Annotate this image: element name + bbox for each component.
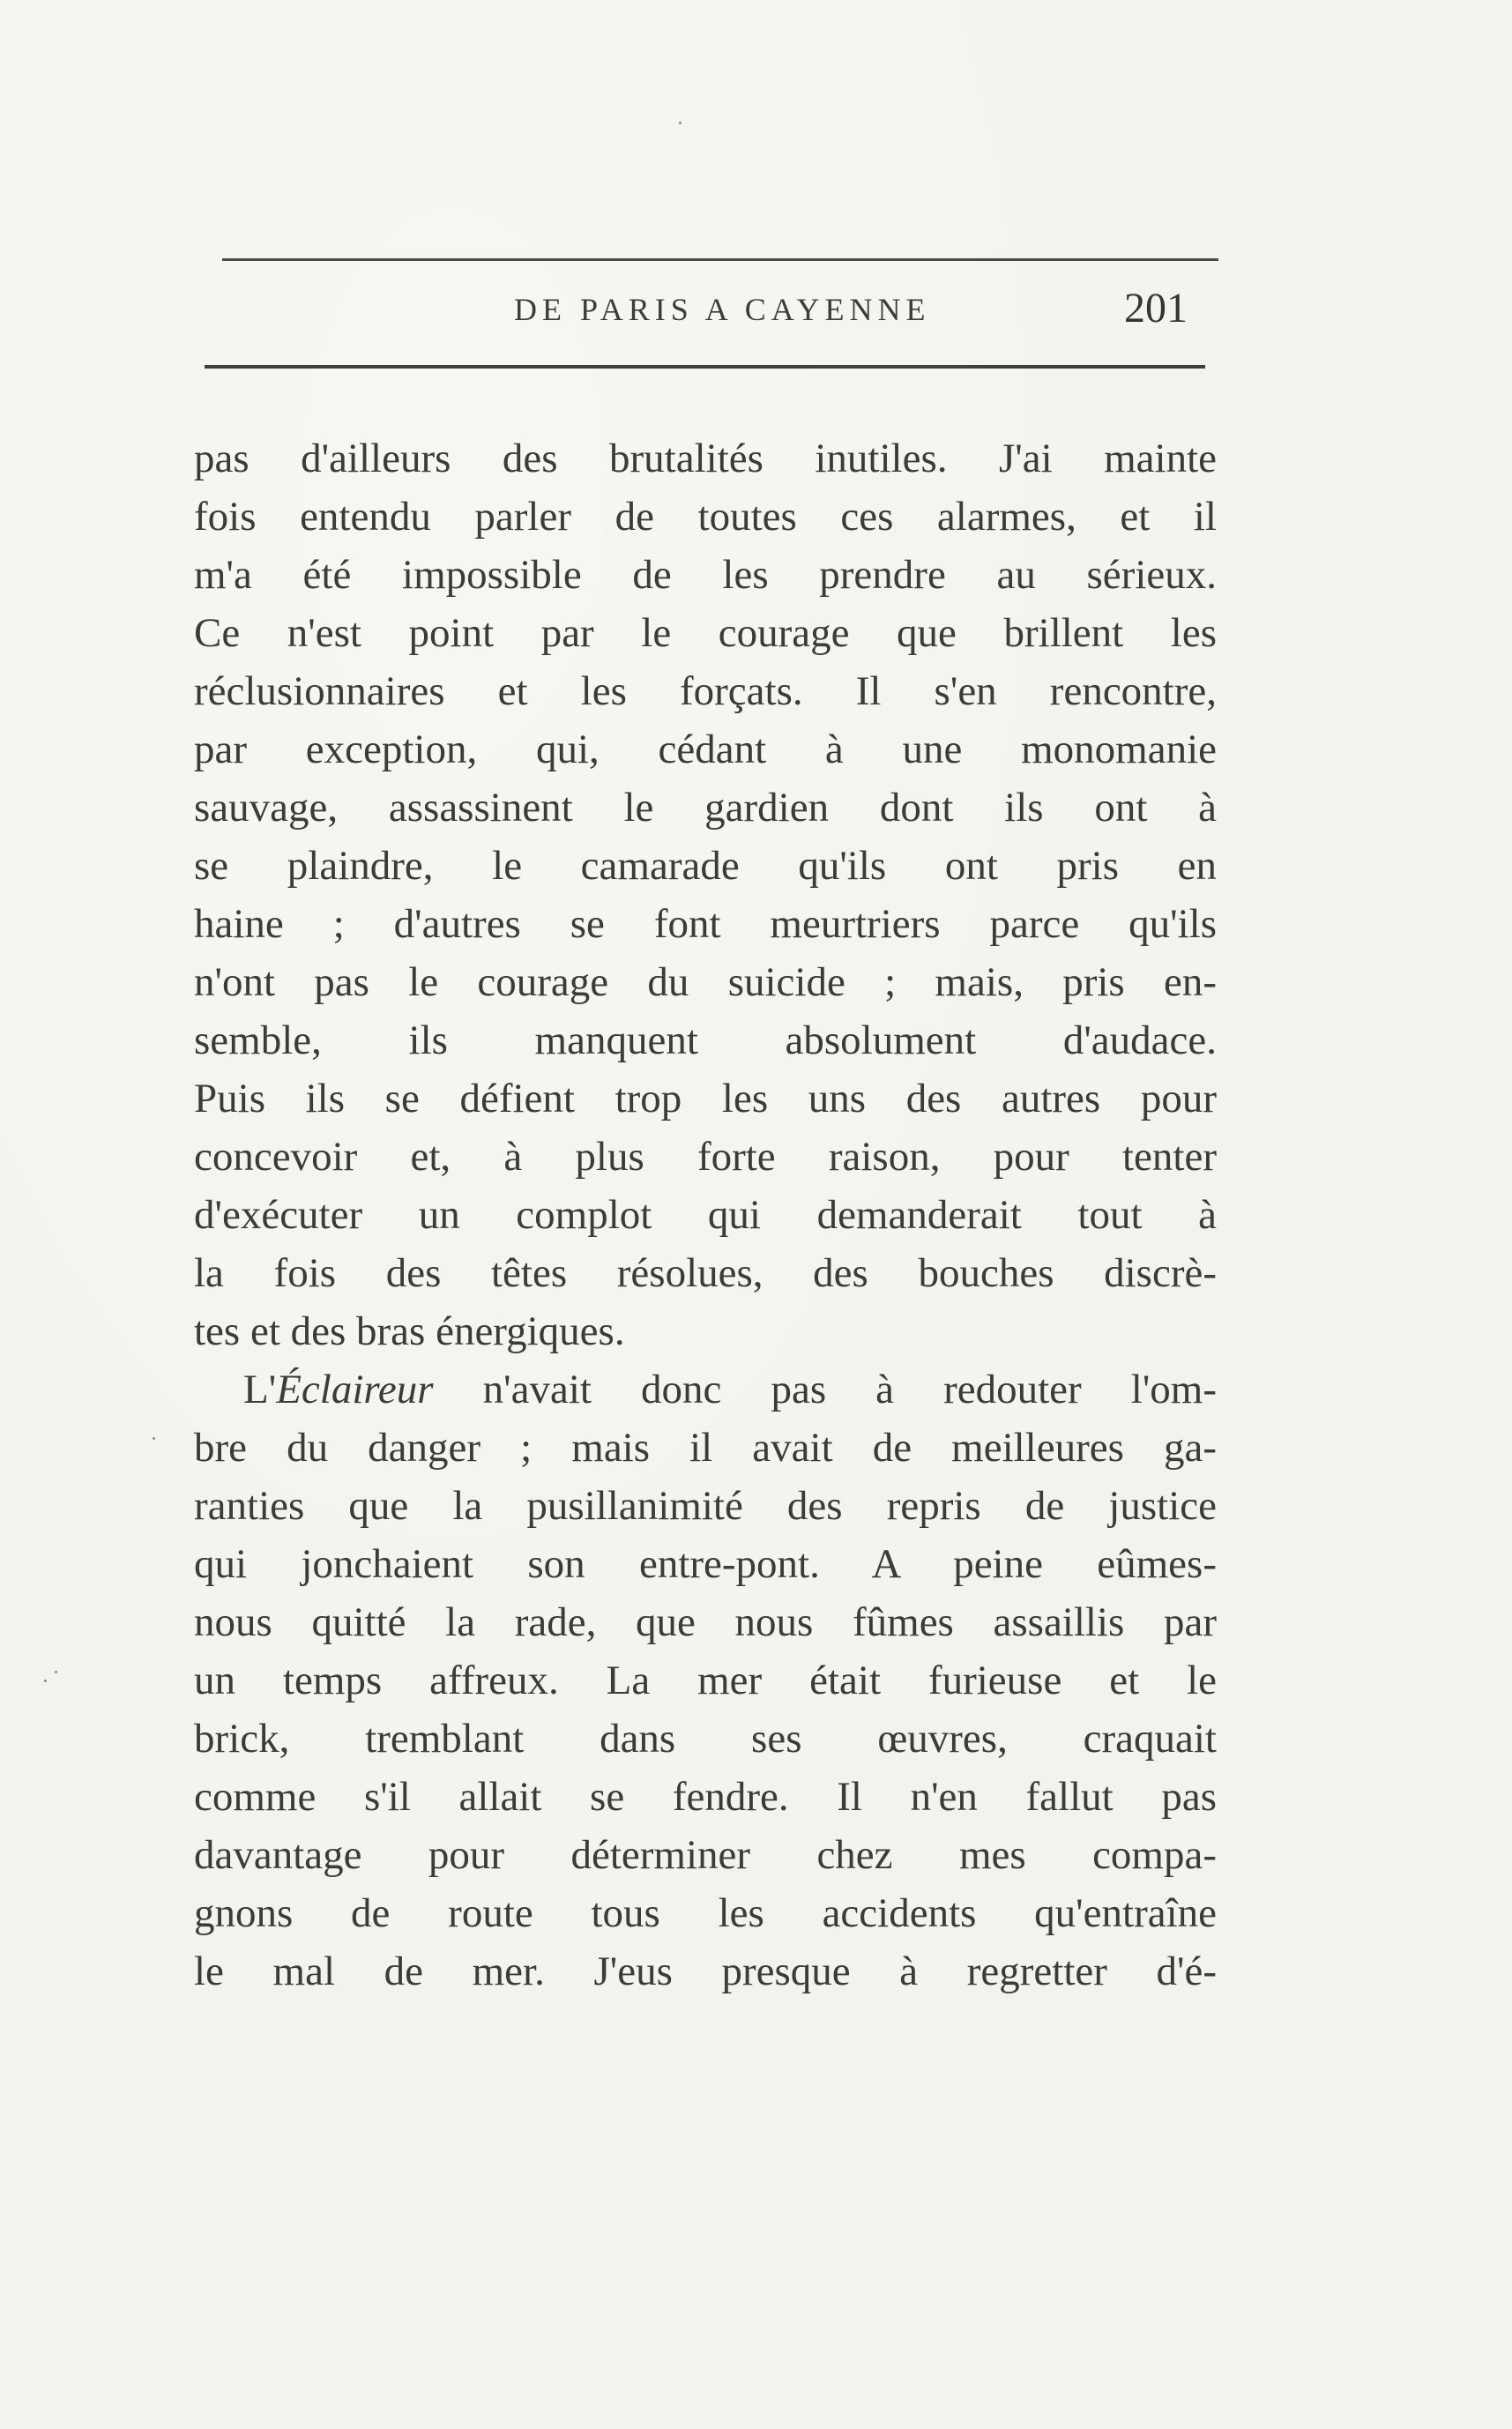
text-line: un temps affreux. La mer était furieuse et le [194, 1658, 1217, 1703]
text-line: m'a été impossible de les prendre au sérieux. [194, 552, 1217, 598]
text-line: davantage pour déterminer chez mes compa- [194, 1832, 1217, 1878]
text-line: nous quitté la rade, que nous fûmes assaillis par [194, 1599, 1217, 1645]
text-line: n'ont pas le courage du suicide ; mais, pris en- [194, 959, 1217, 1005]
text-line: la fois des têtes résolues, des bouches discrè- [194, 1250, 1217, 1296]
paper-speck [153, 1437, 155, 1440]
text-line: bre du danger ; mais il avait de meilleures ga- [194, 1425, 1217, 1471]
text-line: pas d'ailleurs des brutalités inutiles. J'ai mainte [194, 436, 1217, 481]
text-line: Ce n'est point par le courage que brillent les [194, 610, 1217, 656]
ship-name: Éclaireur [276, 1367, 434, 1412]
page-number: 201 [1124, 285, 1188, 332]
text-line: tes et des bras énergiques. [194, 1308, 625, 1354]
text-line: le mal de mer. J'eus presque à regretter d'é- [194, 1948, 1217, 1994]
paper-speck [44, 1680, 47, 1682]
text-line: gnons de route tous les accidents qu'entraîne [194, 1890, 1217, 1936]
text-line: qui jonchaient son entre-pont. A peine eûmes- [194, 1541, 1217, 1587]
text-line: comme s'il allait se fendre. Il n'en fallut pas [194, 1774, 1217, 1820]
text-line: ranties que la pusillanimité des repris de justice [194, 1483, 1217, 1529]
paragraph-opening-line [194, 1360, 1217, 1419]
text-line: concevoir et, à plus forte raison, pour tenter [194, 1134, 1217, 1180]
paper-speck [55, 1671, 57, 1673]
ship-prefix: L' [243, 1367, 277, 1412]
body-text [194, 429, 1217, 2001]
text-line: se plaindre, le camarade qu'ils ont pris en [194, 843, 1217, 889]
text-line: d'exécuter un complot qui demanderait tout à [194, 1192, 1217, 1238]
text-line: Puis ils se défient trop les uns des autres pour [194, 1076, 1217, 1121]
text-line: sauvage, assassinent le gardien dont ils ont à [194, 785, 1217, 831]
header-rule-bottom [205, 365, 1205, 369]
running-title: DE PARIS A CAYENNE [514, 292, 931, 327]
text-line: brick, tremblant dans ses œuvres, craquait [194, 1716, 1217, 1762]
opening-rest: n'avait donc pas à redouter l'om- [433, 1367, 1217, 1412]
text-line: semble, ils manquent absolument d'audace. [194, 1017, 1217, 1063]
header-rule-top [222, 258, 1218, 261]
text-line: réclusionnaires et les forçats. Il s'en rencontre, [194, 668, 1217, 714]
text-line: fois entendu parler de toutes ces alarmes, et il [194, 494, 1217, 540]
paper-speck [679, 122, 682, 124]
text-line: par exception, qui, cédant à une monomanie [194, 726, 1217, 772]
text-line: haine ; d'autres se font meurtriers parce qu'ils [194, 901, 1217, 947]
